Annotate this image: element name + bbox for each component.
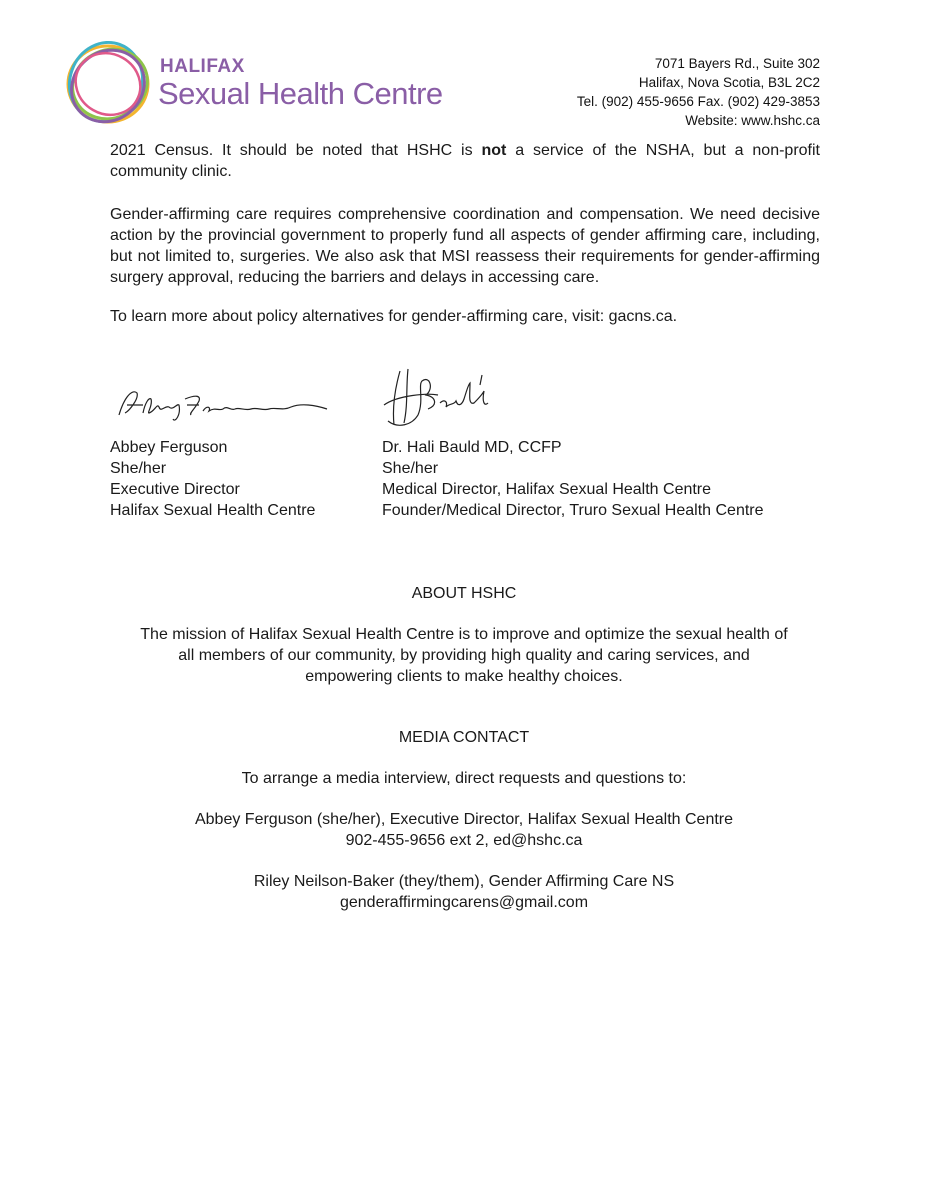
contact-name-line: Abbey Ferguson (she/her), Executive Director, Halifax Sexual Health Centre <box>194 811 734 828</box>
media-intro: To arrange a media interview, direct requests and questions to: <box>241 770 687 787</box>
signature-block-right <box>382 437 764 521</box>
contact-name-line: Riley Neilson-Baker (they/them), Gender Affirming Care NS <box>253 873 675 890</box>
signer-title: Medical Director, Halifax Sexual Health Centre <box>382 481 712 498</box>
address-line: Halifax, Nova Scotia, B3L 2C2 <box>638 75 820 90</box>
signer-org: Founder/Medical Director, Truro Sexual Health Centre <box>382 502 764 519</box>
signer-pronouns: She/her <box>110 460 167 477</box>
about-heading: ABOUT HSHC <box>411 585 517 602</box>
paragraph-census-pre: 2021 Census. It should be noted that HSHC is <box>110 142 482 159</box>
contact-detail-line: 902-455-9656 ext 2, ed@hshc.ca <box>345 832 583 849</box>
paragraph-funding: Gender-affirming care requires comprehensive coordination and compensation. We need decisive action by the provincial government to properly fund all aspects of gender affirming care, including, but not limited to, surgeries. We also ask that MSI reassess their requirements for gender-affirming surgery approval, reducing the barriers and delays in accessing care. <box>110 206 820 286</box>
signer-org: Halifax Sexual Health Centre <box>110 502 316 519</box>
logo-rings-icon <box>62 38 154 130</box>
paragraph-census <box>110 140 820 182</box>
signer-name: Dr. Hali Bauld MD, CCFP <box>382 439 562 456</box>
address-line: 7071 Bayers Rd., Suite 302 <box>654 56 820 71</box>
logo-text-top: HALIFAX <box>160 56 245 77</box>
signature-block-left <box>110 437 315 521</box>
media-contact-heading: MEDIA CONTACT <box>398 729 530 746</box>
logo-text-main: Sexual Health Centre <box>158 76 443 111</box>
organization-logo <box>62 38 443 130</box>
paragraph-census-post: a service of the NSHA, but a non-profit community clinic. <box>110 142 821 180</box>
signature-hali-bauld <box>378 365 498 435</box>
media-contact-2 <box>0 871 928 913</box>
signer-name: Abbey Ferguson <box>110 439 228 456</box>
signer-pronouns: She/her <box>382 460 439 477</box>
about-paragraph <box>0 624 928 687</box>
about-line: The mission of Halifax Sexual Health Centre is to improve and optimize the sexual health of <box>140 626 788 643</box>
contact-detail-line: genderaffirmingcarens@gmail.com <box>339 894 589 911</box>
address-line: Tel. (902) 455-9656 Fax. (902) 429-3853 <box>576 94 820 109</box>
media-contact-1 <box>0 809 928 851</box>
signer-title: Executive Director <box>110 481 240 498</box>
paragraph-census-bold: not <box>481 142 507 159</box>
paragraph-learn-more: To learn more about policy alternatives for gender-affirming care, visit: gacns.ca. <box>110 308 678 325</box>
about-line: empowering clients to make healthy choices. <box>305 668 623 685</box>
about-line: all members of our community, by providing high quality and caring services, and <box>178 647 750 664</box>
address-line: Website: www.hshc.ca <box>685 113 820 128</box>
signature-abbey-ferguson <box>115 385 330 425</box>
address-block <box>577 54 820 130</box>
